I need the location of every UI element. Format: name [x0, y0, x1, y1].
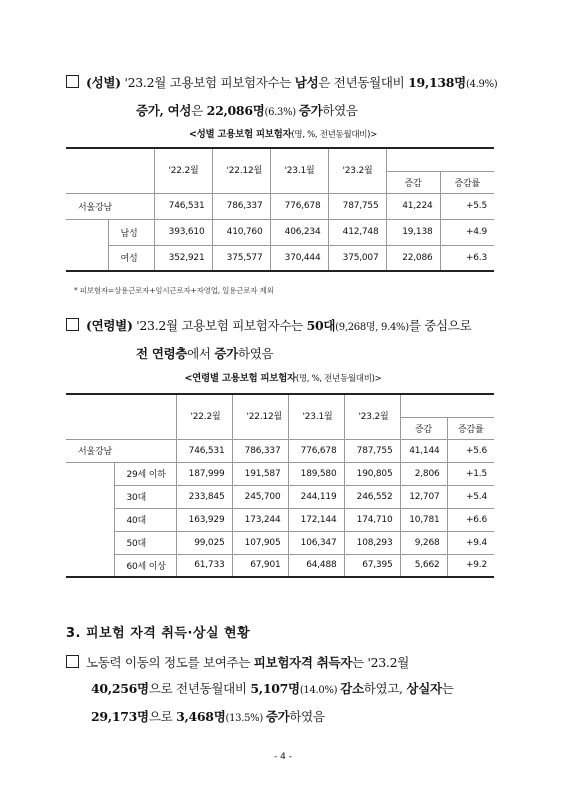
row-label: 서울강남	[66, 193, 154, 219]
col-header: '22.2월	[176, 394, 232, 439]
col-header: 증감률	[447, 417, 494, 439]
row-label: 50대	[114, 531, 176, 554]
table-row: 남성 393,610 410,760 406,234 412,748 19,138 +4.9	[66, 219, 494, 245]
row-label: 여성	[108, 245, 154, 271]
table-row: 29세 이하 187,999 191,587 189,580 190,805 2,806 +1.5	[66, 462, 494, 485]
age-paragraph: (연령별) '23.2월 고용보험 피보험자수는 50대(9,268명, 9.4%)를 중심으로 전 연령층에서 증가하였음	[66, 313, 506, 367]
gender-table-caption: <성별 고용보험 피보험자(명, %, 전년동월대비)>	[188, 129, 378, 140]
row-label: 40대	[114, 508, 176, 531]
age-table	[66, 393, 494, 578]
gender-table	[66, 147, 494, 272]
row-label: 29세 이하	[114, 462, 176, 485]
row-label: 남성	[108, 219, 154, 245]
col-header: '23.1월	[270, 148, 328, 193]
col-header: '23.2월	[344, 394, 400, 439]
row-label: 서울강남	[66, 439, 176, 462]
table-row: 서울강남 746,531 786,337 776,678 787,755 41,224 +5.5	[66, 193, 494, 219]
col-header: '22.12월	[212, 148, 270, 193]
table-row: 60세 이상 61,733 67,901 64,488 67,395 5,662 +9.2	[66, 554, 494, 577]
row-label: 30대	[114, 485, 176, 508]
col-header: '23.2월	[328, 148, 386, 193]
age-table-caption: <연령별 고용보험 피보험자(명, %, 전년동월대비)>	[184, 373, 382, 384]
footnote: * 피보험자=상용근로자+임시근로자+자영업, 일용근로자 제외	[74, 286, 274, 295]
table-row: 30대 233,845 245,700 244,119 246,552 12,707 +5.4	[66, 485, 494, 508]
table-row: 40대 163,929 173,244 172,144 174,710 10,781 +6.6	[66, 508, 494, 531]
checkbox-bullet-icon	[66, 318, 79, 331]
section-heading: 3. 피보험 자격 취득·상실 현황	[66, 626, 251, 641]
col-header: 증감	[386, 171, 440, 193]
col-header: '22.2월	[154, 148, 212, 193]
col-header: '22.12월	[232, 394, 288, 439]
corner-cell	[66, 148, 154, 193]
checkbox-bullet-icon	[66, 75, 79, 88]
checkbox-bullet-icon	[66, 655, 79, 668]
table-row: 서울강남 746,531 786,337 776,678 787,755 41,144 +5.6	[66, 439, 494, 462]
col-header: 증감률	[440, 171, 494, 193]
gender-paragraph: (성별) '23.2월 고용보험 피보험자수는 남성은 전년동월대비 19,138명(4.9%) 증가, 여성은 22,086명(6.3%) 증가하였음	[66, 70, 506, 126]
col-header: '23.1월	[288, 394, 344, 439]
table-row: 여성 352,921 375,577 370,444 375,007 22,086 +6.3	[66, 245, 494, 271]
corner-cell	[66, 394, 176, 439]
col-header: 증감	[400, 417, 447, 439]
table-row: 50대 99,025 107,905 106,347 108,293 9,268 +9.4	[66, 531, 494, 554]
row-label: 60세 이상	[114, 554, 176, 577]
acquisition-paragraph: 노동력 이동의 정도를 보여주는 피보험자격 취득자는 '23.2월 40,256명으로 전년동월대비 5,107명(14.0%) 감소하였고, 상실자는 29,173명으로 3,468명(13.5%) 증가하였음	[66, 650, 506, 732]
page-number: - 4 -	[274, 752, 292, 762]
